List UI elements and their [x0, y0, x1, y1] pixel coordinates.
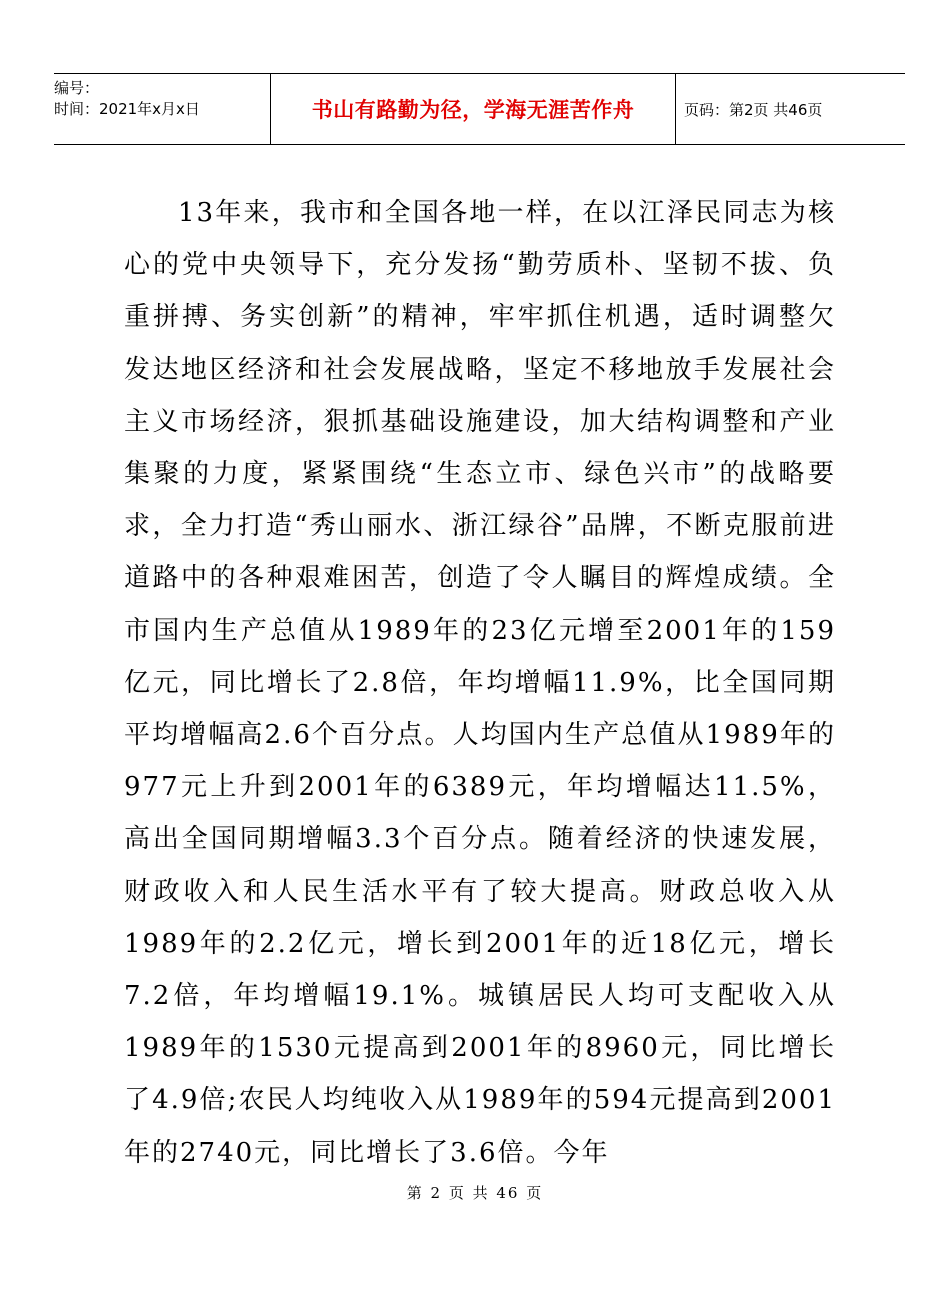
header-meta: [54, 74, 271, 144]
page-footer: 第 2 页 共 46 页: [406, 1184, 544, 1202]
document-number-label: 编号：: [54, 79, 100, 97]
header-page-info: 页码：第2页 共46页: [684, 100, 823, 119]
body-paragraph: 13年来，我市和全国各地一样，在以江泽民同志为核心的党中央领导下，充分发扬“勤劳质朴、坚韧不拔、负重拼搏、务实创新”的精神，牢牢抓住机遇，适时调整欠发达地区经济和社会发展战略，坚定不移地放手发展社会主义市场经济，狠抓基础设施建设，加大结构调整和产业集聚的力度，紧紧围绕“生态立市、绿色兴市”的战略要求，全力打造“秀山丽水、浙江绿谷”品牌，不断克服前进道路中的各种艰难困苦，创造了令人瞩目的辉煌成绩。全市国内生产总值从1989年的23亿元增至2001年的159亿元，同比增长了2.8倍，年均增幅11.9%，比全国同期平均增幅高2.6个百分点。人均国内生产总值从1989年的977元上升到2001年的6389元，年均增幅达11.5%，高出全国同期增幅3.3个百分点。随着经济的快速发展，财政收入和人民生活水平有了较大提高。财政总收入从1989年的2.2亿元，增长到2001年的近18亿元，增长7.2倍，年均增幅19.1%。城镇居民人均可支配收入从1989年的1530元提高到2001年的8960元，同比增长了4.9倍;农民人均纯收入从1989年的594元提高到2001年的2740元，同比增长了3.6倍。今年: [124, 198, 836, 1168]
page-header: [54, 73, 905, 145]
document-time-label: 时间：2021年x月x日: [54, 100, 200, 118]
header-motto: 书山有路勤为径，学海无涯苦作舟: [271, 74, 676, 144]
